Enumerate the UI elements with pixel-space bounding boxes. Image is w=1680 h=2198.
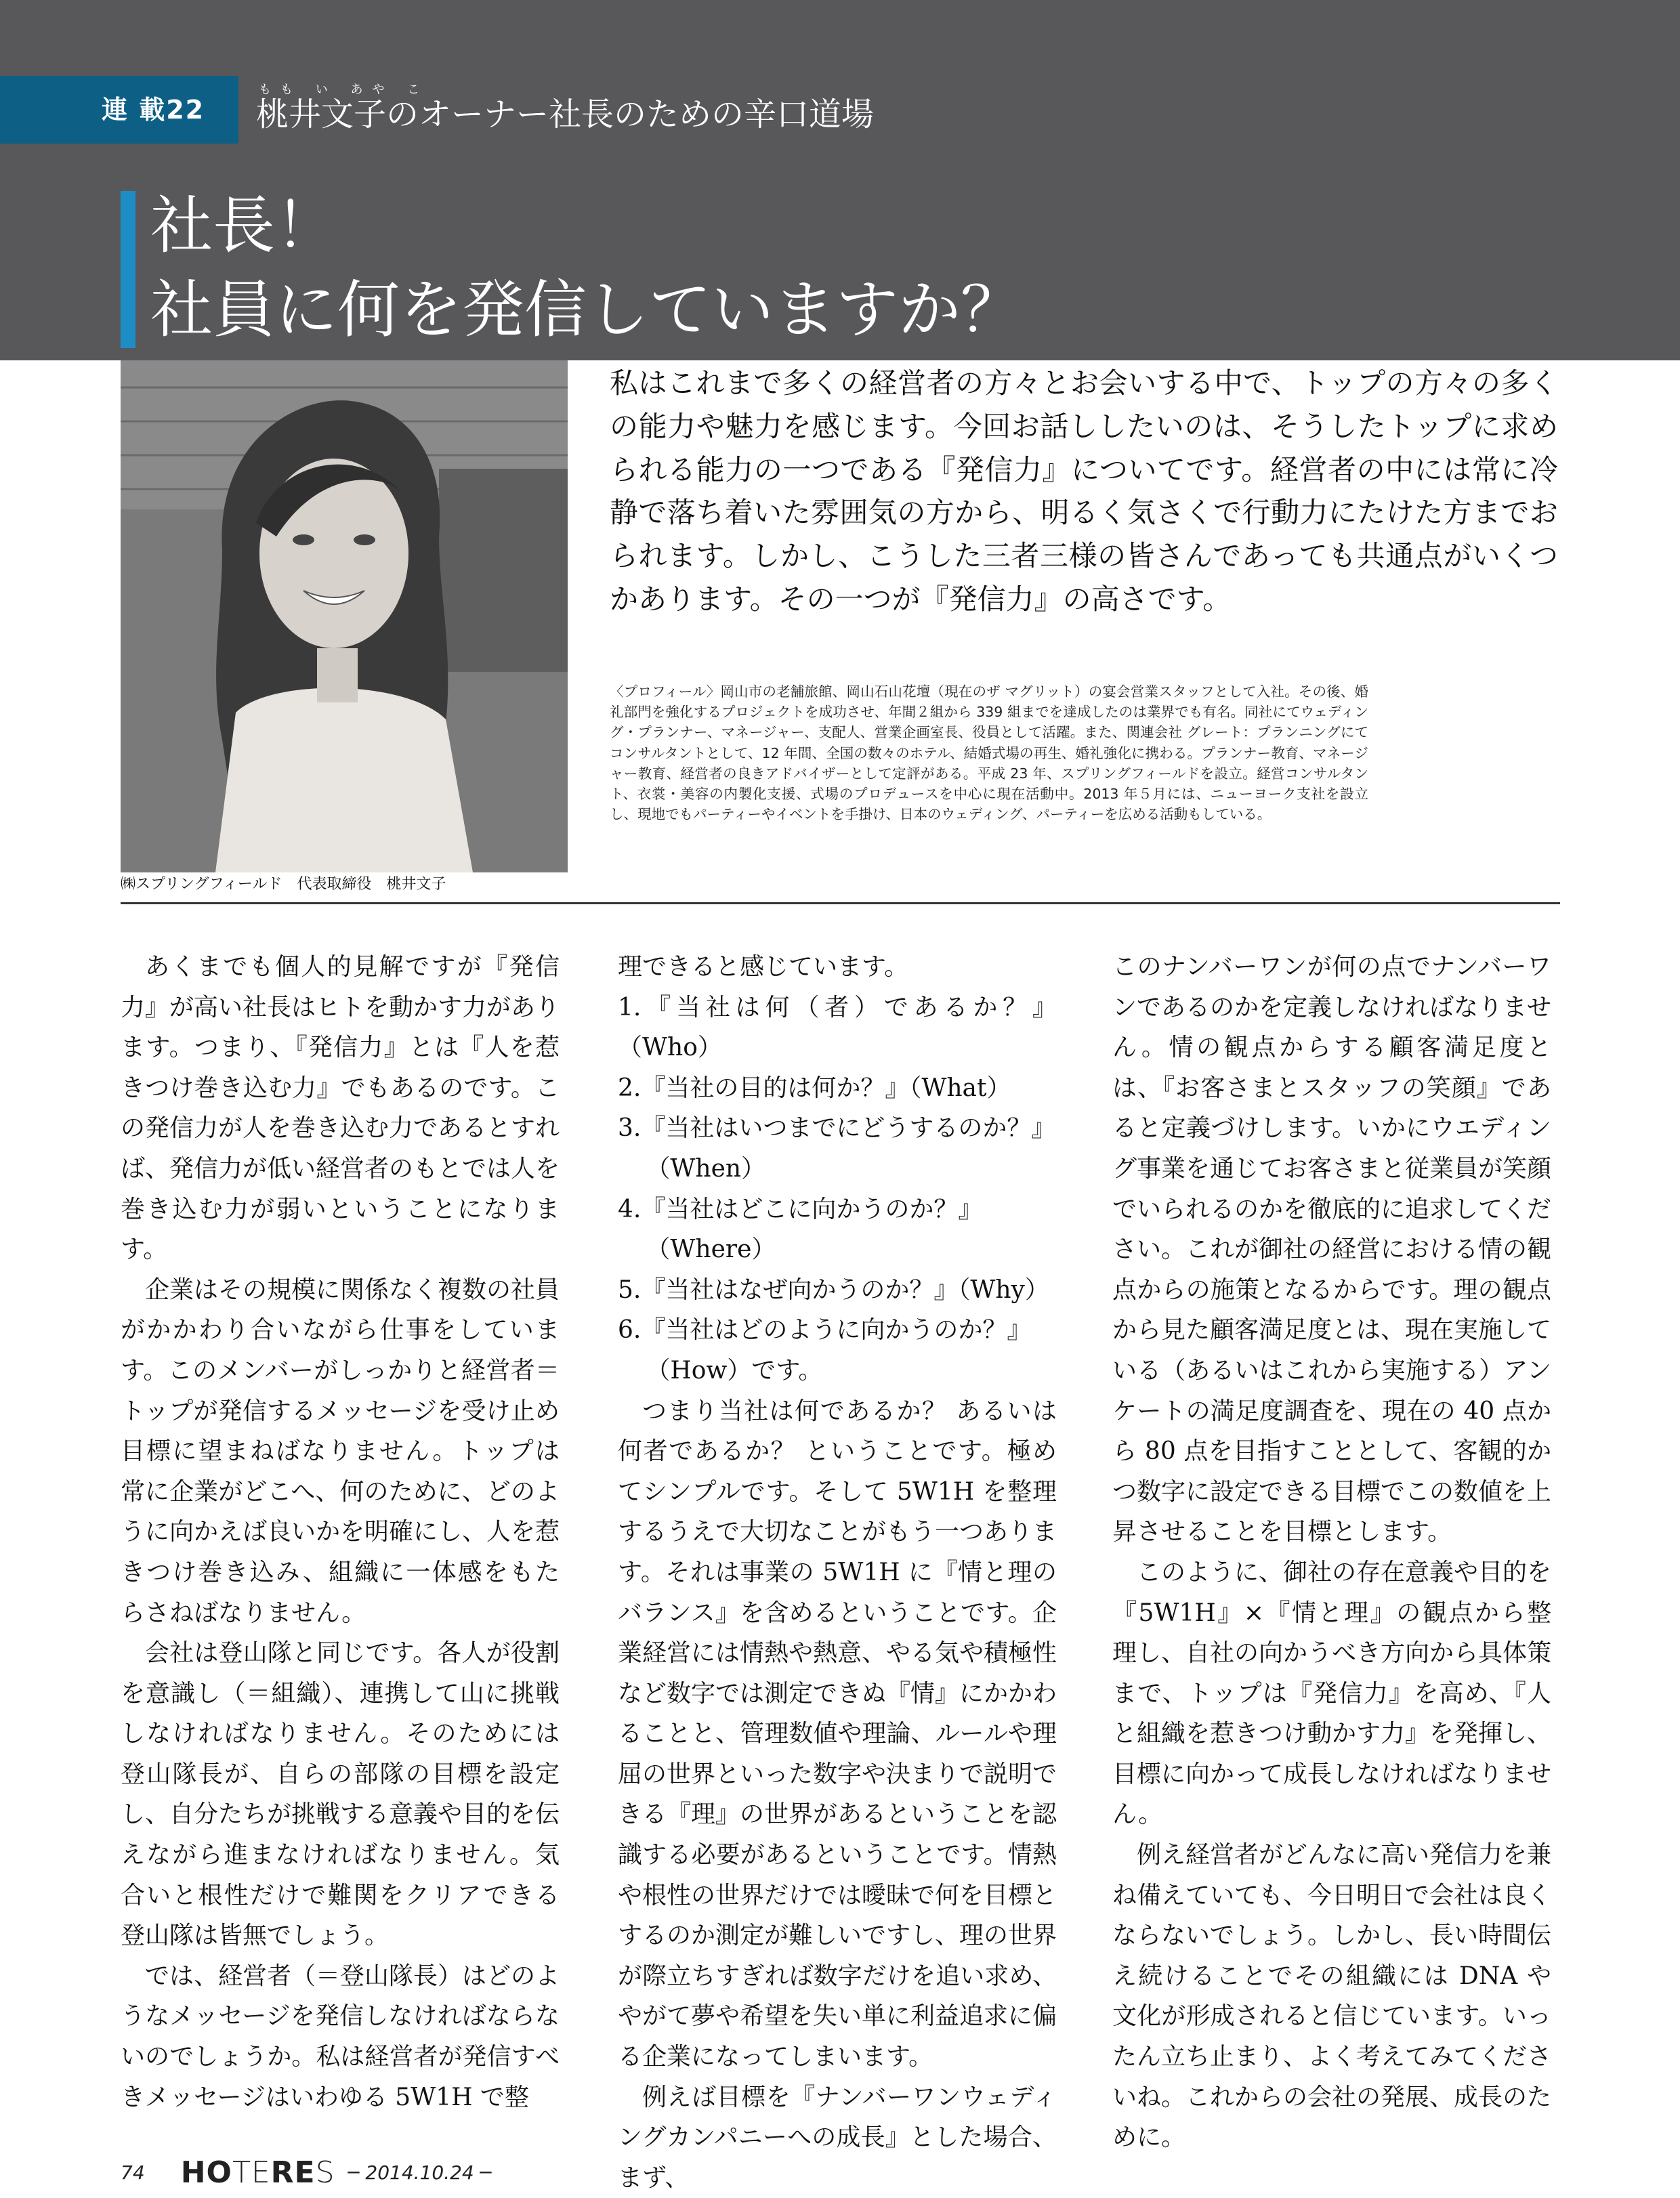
list-item: 6.『当社はどのように向かうのか？』 [618, 1316, 1032, 1345]
list-item: （When） [646, 1154, 766, 1183]
body-paragraph: では、経営者（＝登山隊長）はどのようなメッセージを発信しなければならないのでしょうか。私は経営者が発信すべきメッセージはいわゆる 5W1H で整 [121, 1962, 560, 2111]
list-item: （Where） [646, 1235, 776, 1264]
series-label: 連 載22 [0, 76, 238, 144]
body-paragraph: あくまでも個人的見解ですが『発信力』が高い社長はヒトを動かす力があります。つまり、『発信力』とは『人を惹きつけ巻き込む力』でもあるのです。この発信力が人を巻き込む力であるとすれば、発信力が低い経営者のもとでは人を巻き込む力が弱いということになります。 [121, 953, 560, 1264]
photo-caption: ㈱スプリングフィールド 代表取締役 桃井文子 [121, 876, 446, 893]
list-item: 3.『当社はいつまでにどうするのか？』 [618, 1114, 1056, 1143]
magazine-logo-s: S [315, 2155, 335, 2190]
author-photo [121, 360, 568, 872]
magazine-logo [181, 2155, 335, 2190]
body-paragraph: 例え経営者がどんなに高い発信力を兼ね備えていても、今日明日で会社は良くならないでしょう。しかし、長い時間伝え続けることでその組織には DNA や文化が形成されると信じています。いったん立ち止まり、よく考えてみてくださいね。これからの会社の発展、成長のために。 [1112, 1841, 1552, 2152]
body-column-1 [121, 947, 560, 2117]
series-title-ruby: もも い あや こ [259, 83, 429, 97]
page-number: 74 [121, 2161, 145, 2184]
body-paragraph: このナンバーワンが何の点でナンバーワンであるのかを定義しなければなりません。情の観点からする顧客満足度とは、『お客さまとスタッフの笑顔』であると定義づけします。いかにウエディング事業を通じてお客さまと従業員が笑顔でいられるのかを徹底的に追求してください。これが御社の経営における情の観点からの施策となるからです。理の観点から見た顧客満足度とは、現在実施している（あるいはこれから実施する）アンケートの満足度調査を、現在の 40 点から 80 点を目指すこととして、客観的かつ数字に設定できる目標でこの数値を上昇させることを目標とします。 [1112, 953, 1552, 1546]
body-paragraph: つまり当社は何であるか？ あるいは何者であるか？ ということです。極めてシンプルです。そして 5W1H を整理するうえで大切なことがもう一つあります。それは事業の 5W1H に『情と理のバランス』を含めるということです。企業経営には情熱や熱意、やる気や積極性など数字では測定できぬ『情』にかかわることと、管理数値や理論、ルールや理屈の世界といった数字や決まりで説明できる『理』の世界があるということを認識する必要があるということです。情熱や根性の世界だけでは曖昧で何を目標とするのか測定が難しいですし、理の世界が際立ちすぎれば数字だけを追い求め、やがて夢や希望を失い単に利益追求に偏る企業になってしまいます。 [618, 1397, 1057, 2071]
list-item: 1.『当社は何（者）であるか？』（Who） [618, 993, 1057, 1062]
intro-paragraph: 私はこれまで多くの経営者の方々とお会いする中で、トップの方々の多くの能力や魅力を感じます。今回お話ししたいのは、そうしたトップに求められる能力の一つである『発信力』についてです。経営者の中には常に冷静で落ち着いた雰囲気の方から、明るく気さくで行動力にたけた方までおられます。しかし、こうした三者三様の皆さんであっても共通点がいくつかあります。その一つが『発信力』の高さです。 [610, 366, 1558, 616]
body-paragraph: 理できると感じています。 [618, 953, 909, 981]
main-title-line1: 社長！ [150, 190, 338, 262]
main-title [150, 184, 1023, 352]
body-paragraph: 会社は登山隊と同じです。各人が役割を意識し（＝組織）、連携して山に挑戦しなければなりません。そのためには登山隊長が、自らの部隊の目標を設定し、自分たちが挑戦する意義や目的を伝えながら進まなければなりません。気合いと根性だけで難関をクリアできる登山隊は皆無でしょう。 [121, 1639, 560, 1950]
magazine-logo-ho: HO [180, 2155, 232, 2190]
main-title-line2: 社員に何を発信していますか？ [150, 274, 1024, 346]
body-paragraph: 企業はその規模に関係なく複数の社員がかかわり合いながら仕事をしています。このメンバーがしっかりと経営者＝トップが発信するメッセージを受け止め目標に望まねばなりません。トップは常に企業がどこへ、何のために、どのように向かえば良いかを明確にし、人を惹きつけ巻き込み、組織に一体感をもたらさねばなりません。 [121, 1275, 560, 1627]
issue-date: ─ 2014.10.24 ─ [348, 2161, 492, 2184]
series-title: 桃井文子のオーナー社長のための辛口道場 [256, 96, 875, 133]
list-item: 4.『当社はどこに向かうのか？』 [618, 1195, 983, 1223]
title-accent-bar [121, 191, 135, 348]
body-paragraph: このように、御社の存在意義や目的を『5W1H』×『情と理』の観点から整理し、自社の向かうべき方向から具体策まで、トップは『発信力』を高め、『人と組織を惹きつけ動かす力』を発揮し、目標に向かって成長しなければなりません。 [1112, 1558, 1552, 1829]
magazine-logo-te: TE [232, 2155, 271, 2190]
list-item: 5.『当社はなぜ向かうのか？』（Why） [618, 1275, 1049, 1304]
list-item: （How）です。 [646, 1356, 823, 1385]
author-profile: 〈プロフィール〉岡山市の老舗旅館、岡山石山花壇（現在のザ マグリット）の宴会営業スタッフとして入社。その後、婚礼部門を強化するプロジェクトを成功させ、年間２組から 339 組までを達成したのは業界でも有名。同社にてウェディング・プランナー、マネージャー、支配人、営業企画室長、役員として活躍。また、関連会社 グレート：プランニングにてコンサルタントとして、12 年間、全国の数々のホテル、結婚式場の再生、婚礼強化に携わる。プランナー教育、マネージャー教育、経営者の良きアドバイザーとして定評がある。平成 23 年、スプリングフィールドを設立。経営コンサルタント、衣裳・美容の内製化支援、式場のプロデュースを中心に現在活動中。2013 年５月には、ニューヨーク支社を設立し、現地でもパーティーやイベントを手掛け、日本のウェディング、パーティーを広める活動もしている。 [610, 683, 1368, 823]
body-column-3 [1112, 947, 1551, 2158]
body-column-2 [618, 947, 1057, 2198]
author-portrait-illustration [121, 360, 568, 872]
list-item: 2.『当社の目的は何か？』（What） [618, 1074, 1011, 1102]
body-paragraph: 例えば目標を『ナンバーワンウェディングカンパニーへの成長』とした場合、まず、 [618, 2083, 1057, 2192]
page-footer [121, 2155, 492, 2190]
section-divider [121, 902, 1560, 904]
magazine-logo-re: RE [270, 2155, 316, 2190]
